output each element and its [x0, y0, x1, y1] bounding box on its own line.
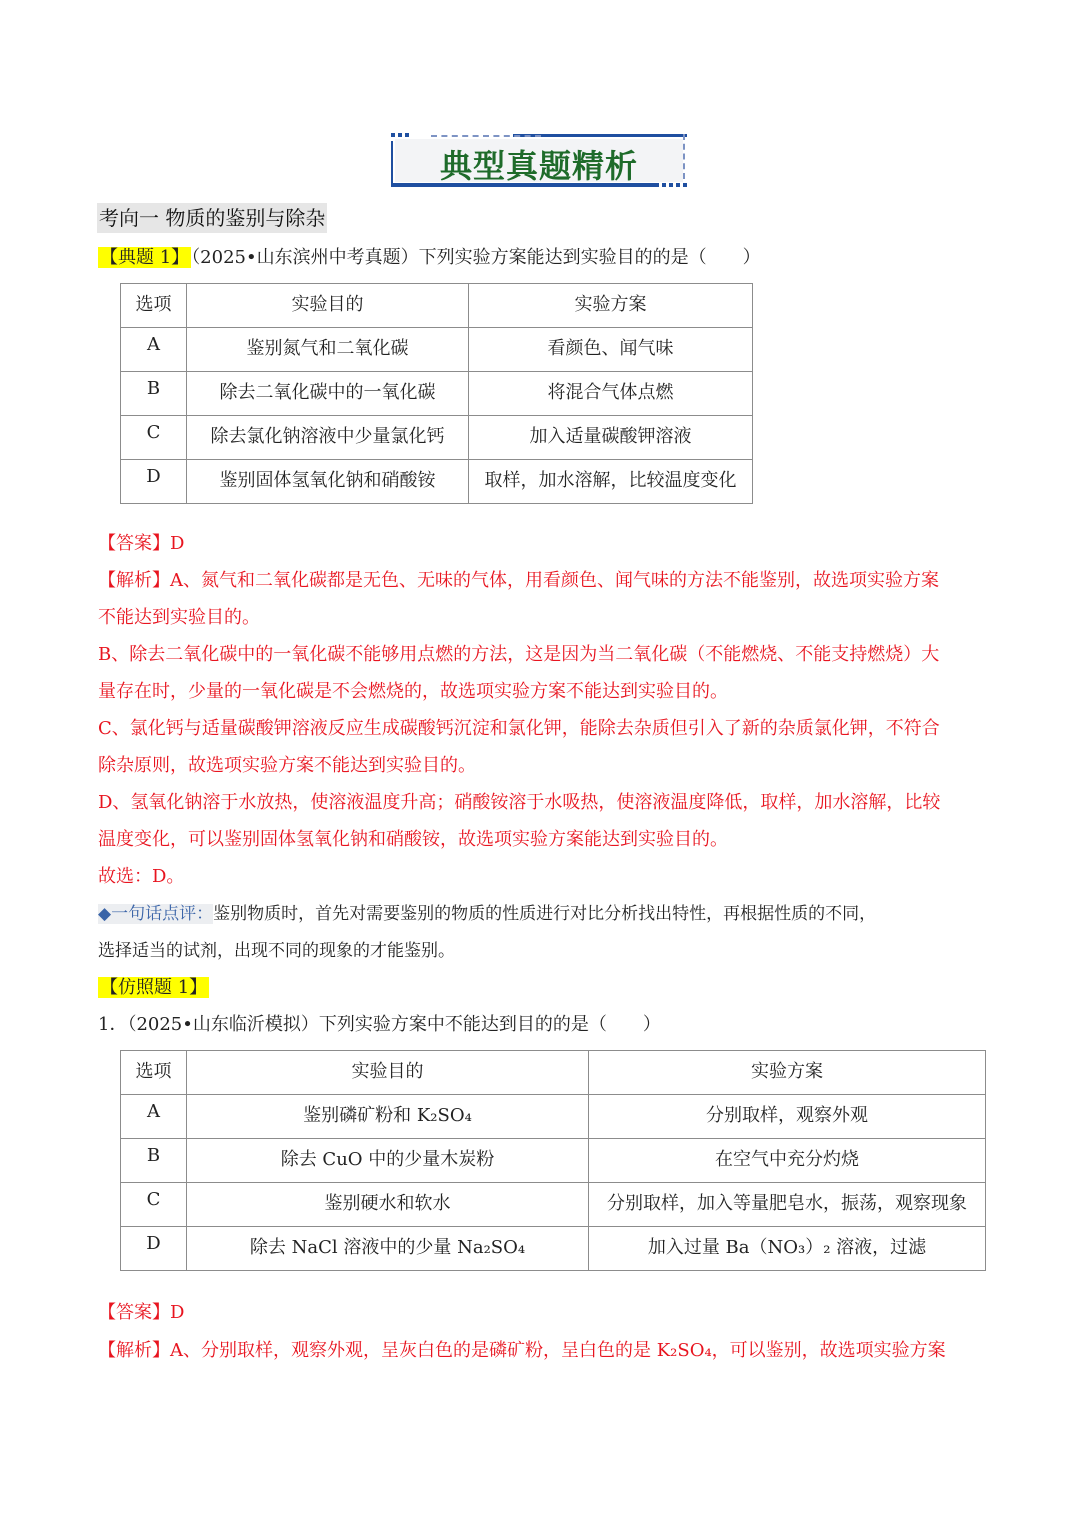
table-header-row	[121, 1051, 986, 1095]
analysis-line: 【解析】A、氮气和二氧化碳都是无色、无味的气体，用看颜色、闻气味的方法不能鉴别，故选项实验方案	[98, 570, 939, 591]
table-header-cell: 实验方案	[469, 284, 753, 328]
analysis-line: 量存在时，少量的一氧化碳是不会燃烧的，故选项实验方案不能达到实验目的。	[98, 681, 728, 702]
section-heading: 考向一 物质的鉴别与除杂	[97, 203, 327, 233]
table-row	[121, 1227, 986, 1271]
analysis-line: 除杂原则，故选项实验方案不能达到实验目的。	[98, 755, 476, 776]
table-header-cell: 选项	[121, 284, 187, 328]
table-row	[121, 460, 753, 504]
banner-title: 典型真题精析	[439, 147, 638, 185]
option-purpose: 鉴别硬水和软水	[187, 1183, 589, 1227]
table-header-cell: 实验目的	[187, 284, 469, 328]
table-row	[121, 1139, 986, 1183]
option-scheme: 在空气中充分灼烧	[589, 1139, 986, 1183]
table-row	[121, 328, 753, 372]
option-scheme: 分别取样，观察外观	[589, 1095, 986, 1139]
option-letter: B	[121, 372, 187, 416]
analysis-line: D、氢氧化钠溶于水放热，使溶液温度升高；硝酸铵溶于水吸热，使溶液温度降低，取样，加水溶解，比较	[98, 792, 941, 813]
table-row	[121, 1183, 986, 1227]
answer-line: 【答案】D	[98, 533, 185, 554]
option-purpose: 除去 NaCl 溶液中的少量 Na₂SO₄	[187, 1227, 589, 1271]
banner-frame-dash	[431, 135, 541, 137]
comment-label: ◆一句话点评：	[98, 904, 214, 924]
option-scheme: 将混合气体点燃	[469, 372, 753, 416]
option-purpose: 除去氯化钠溶液中少量氯化钙	[187, 416, 469, 460]
analysis-line: C、氯化钙与适量碳酸钾溶液反应生成碳酸钙沉淀和氯化钾，能除去杂质但引入了新的杂质氯化钾，不符合	[98, 718, 940, 739]
practice-tag-line	[98, 976, 209, 1000]
option-scheme: 加入过量 Ba（NO₃）₂ 溶液，过滤	[589, 1227, 986, 1271]
example-options-table	[120, 283, 753, 504]
comment-text-continued: 选择适当的试剂，出现不同的现象的才能鉴别。	[98, 941, 455, 961]
section-banner	[391, 131, 687, 191]
option-letter: C	[121, 1183, 187, 1227]
option-purpose: 鉴别固体氢氧化钠和硝酸铵	[187, 460, 469, 504]
example-question-stem	[98, 246, 761, 270]
example-stem-text: （2025•山东滨州中考真题）下列实验方案能达到实验目的的是（ ）	[191, 247, 761, 268]
option-letter: C	[121, 416, 187, 460]
option-letter: B	[121, 1139, 187, 1183]
practice-tag: 【仿照题 1】	[100, 977, 208, 998]
option-letter: D	[121, 460, 187, 504]
final-choice-line: 故选：D。	[98, 866, 185, 887]
option-scheme: 分别取样，加入等量肥皂水，振荡，观察现象	[589, 1183, 986, 1227]
analysis-line: B、除去二氧化碳中的一氧化碳不能够用点燃的方法，这是因为当二氧化碳（不能燃烧、不能支持燃烧）大	[98, 644, 940, 665]
table-header-cell: 实验方案	[589, 1051, 986, 1095]
table-row	[121, 1095, 986, 1139]
option-purpose: 鉴别磷矿粉和 K₂SO₄	[187, 1095, 589, 1139]
option-scheme: 加入适量碳酸钾溶液	[469, 416, 753, 460]
practice-options-table	[120, 1050, 986, 1271]
option-scheme: 看颜色、闻气味	[469, 328, 753, 372]
table-header-cell: 选项	[121, 1051, 187, 1095]
option-letter: A	[121, 328, 187, 372]
one-sentence-comment	[98, 902, 876, 926]
table-header-row	[121, 284, 753, 328]
option-purpose: 鉴别氮气和二氧化碳	[187, 328, 469, 372]
comment-text: 鉴别物质时，首先对需要鉴别的物质的性质进行对比分析找出特性，再根据性质的不同，	[213, 904, 877, 924]
table-row	[121, 416, 753, 460]
option-purpose: 除去二氧化碳中的一氧化碳	[187, 372, 469, 416]
analysis-line: 不能达到实验目的。	[98, 607, 260, 628]
answer-line: 【答案】D	[98, 1302, 185, 1323]
table-header-cell: 实验目的	[187, 1051, 589, 1095]
option-scheme: 取样，加水溶解，比较温度变化	[469, 460, 753, 504]
practice-question-stem: 1．（2025•山东临沂模拟）下列实验方案中不能达到目的的是（ ）	[98, 1014, 661, 1035]
option-letter: D	[121, 1227, 187, 1271]
table-row	[121, 372, 753, 416]
analysis-line: 温度变化，可以鉴别固体氢氧化钠和硝酸铵，故选项实验方案能达到实验目的。	[98, 829, 728, 850]
analysis-line: 【解析】A、分别取样，观察外观，呈灰白色的是磷矿粉，呈白色的是 K₂SO₄，可以鉴别，故选项实验方案	[98, 1340, 946, 1361]
example-tag: 【典题 1】	[100, 247, 190, 268]
option-letter: A	[121, 1095, 187, 1139]
option-purpose: 除去 CuO 中的少量木炭粉	[187, 1139, 589, 1183]
